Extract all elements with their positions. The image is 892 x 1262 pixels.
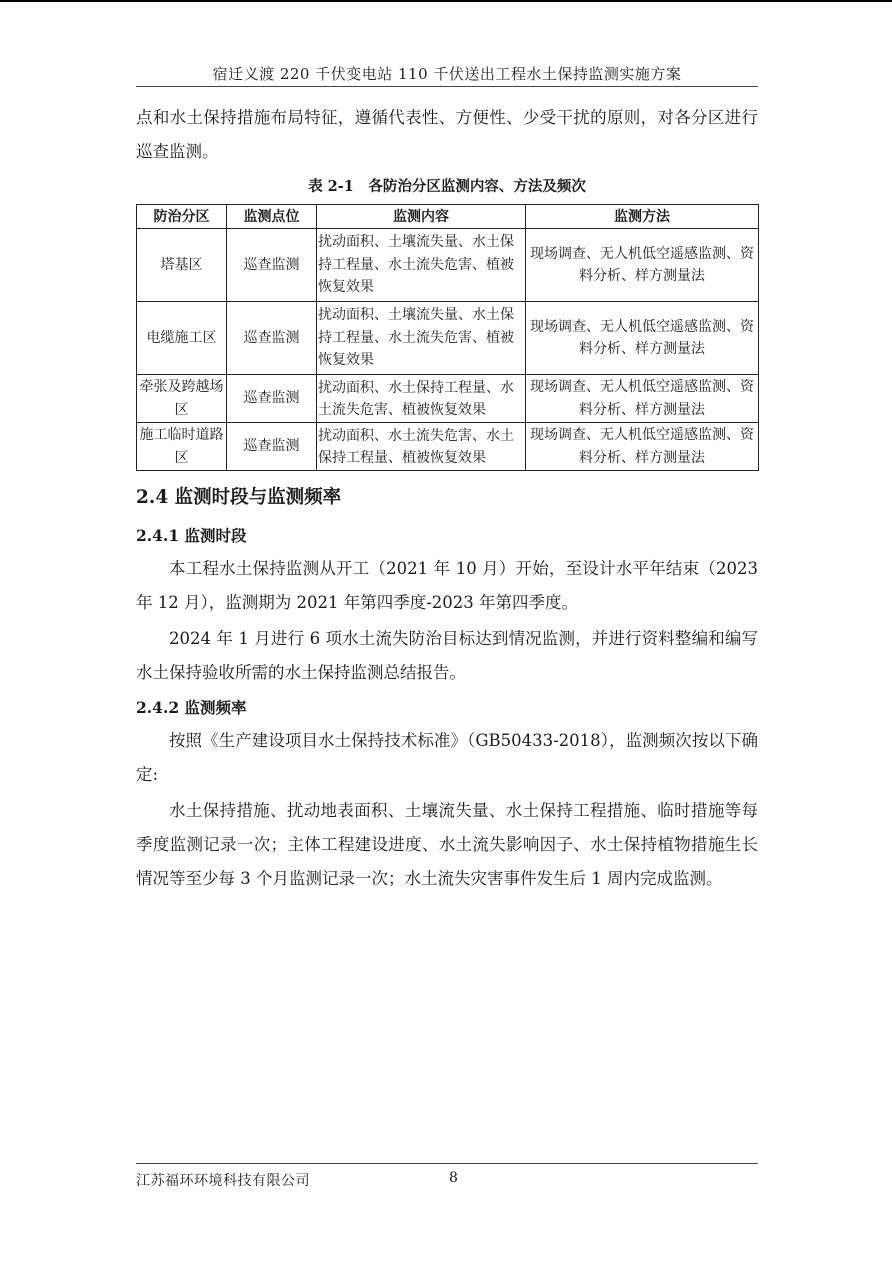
page-number: 8 bbox=[449, 1170, 458, 1186]
subsection-heading-2-4-1: 2.4.1 监测时段 bbox=[136, 526, 247, 545]
table-row bbox=[137, 229, 759, 302]
intro-paragraph: 点和水土保持措施布局特征，遵循代表性、方便性、少受干扰的原则，对各分区进行巡查监测。 bbox=[136, 108, 758, 161]
cell-point: 巡查监测 bbox=[227, 375, 317, 423]
cell-content: 扰动面积、水土流失危害、水土保持工程量、植被恢复效果 bbox=[317, 423, 526, 471]
cell-content: 扰动面积、土壤流失量、水土保持工程量、水土流失危害、植被恢复效果 bbox=[317, 302, 526, 375]
cell-method: 现场调查、无人机低空遥感监测、资料分析、样方测量法 bbox=[526, 229, 759, 302]
page-header-title: 宿迁义渡 220 千伏变电站 110 千伏送出工程水土保持监测实施方案 bbox=[212, 65, 682, 83]
header-point: 监测点位 bbox=[227, 205, 317, 229]
table-row bbox=[137, 302, 759, 375]
header-content: 监测内容 bbox=[317, 205, 526, 229]
header-rule bbox=[136, 86, 758, 87]
cell-method: 现场调查、无人机低空遥感监测、资料分析、样方测量法 bbox=[526, 423, 759, 471]
cell-zone: 牵张及跨越场区 bbox=[137, 375, 227, 423]
table-row bbox=[137, 375, 759, 423]
section-heading-2-4: 2.4 监测时段与监测频率 bbox=[136, 487, 342, 508]
page-content bbox=[136, 101, 758, 896]
table-header-row bbox=[137, 205, 759, 229]
cell-point: 巡查监测 bbox=[227, 229, 317, 302]
paragraph-frequency-details: 水土保持措施、扰动地表面积、土壤流失量、水土保持工程措施、临时措施等每季度监测记录一次；主体工程建设进度、水土流失影响因子、水土保持植物措施生长情况等至少每 3 个月监测记录一次；水土流失灾害事件发生后 1 周内完成监测。 bbox=[136, 801, 758, 888]
paragraph-final-monitoring: 2024 年 1 月进行 6 项水土流失防治目标达到情况监测，并进行资料整编和编写水土保持验收所需的水土保持监测总结报告。 bbox=[136, 629, 758, 682]
table-caption: 表 2-1 各防治分区监测内容、方法及频次 bbox=[308, 178, 586, 195]
cell-zone: 施工临时道路区 bbox=[137, 423, 227, 471]
cell-point: 巡查监测 bbox=[227, 302, 317, 375]
cell-method: 现场调查、无人机低空遥感监测、资料分析、样方测量法 bbox=[526, 375, 759, 423]
cell-method: 现场调查、无人机低空遥感监测、资料分析、样方测量法 bbox=[526, 302, 759, 375]
cell-zone: 电缆施工区 bbox=[137, 302, 227, 375]
monitoring-table bbox=[136, 204, 759, 471]
header-method: 监测方法 bbox=[526, 205, 759, 229]
paragraph-monitoring-period: 本工程水土保持监测从开工（2021 年 10 月）开始，至设计水平年结束（2023 年 12 月），监测期为 2021 年第四季度-2023 年第四季度。 bbox=[136, 559, 758, 612]
header-zone: 防治分区 bbox=[137, 205, 227, 229]
top-border-line bbox=[0, 0, 892, 2]
cell-zone: 塔基区 bbox=[137, 229, 227, 302]
footer-rule bbox=[136, 1163, 758, 1164]
footer-company: 江苏福环环境科技有限公司 bbox=[136, 1173, 310, 1189]
cell-content: 扰动面积、水土保持工程量、水土流失危害、植被恢复效果 bbox=[317, 375, 526, 423]
paragraph-standard-reference: 按照《生产建设项目水土保持技术标准》（GB50433-2018），监测频次按以下确定: bbox=[136, 731, 758, 784]
subsection-heading-2-4-2: 2.4.2 监测频率 bbox=[136, 698, 247, 717]
table-row bbox=[137, 423, 759, 471]
cell-point: 巡查监测 bbox=[227, 423, 317, 471]
cell-content: 扰动面积、土壤流失量、水土保持工程量、水土流失危害、植被恢复效果 bbox=[317, 229, 526, 302]
